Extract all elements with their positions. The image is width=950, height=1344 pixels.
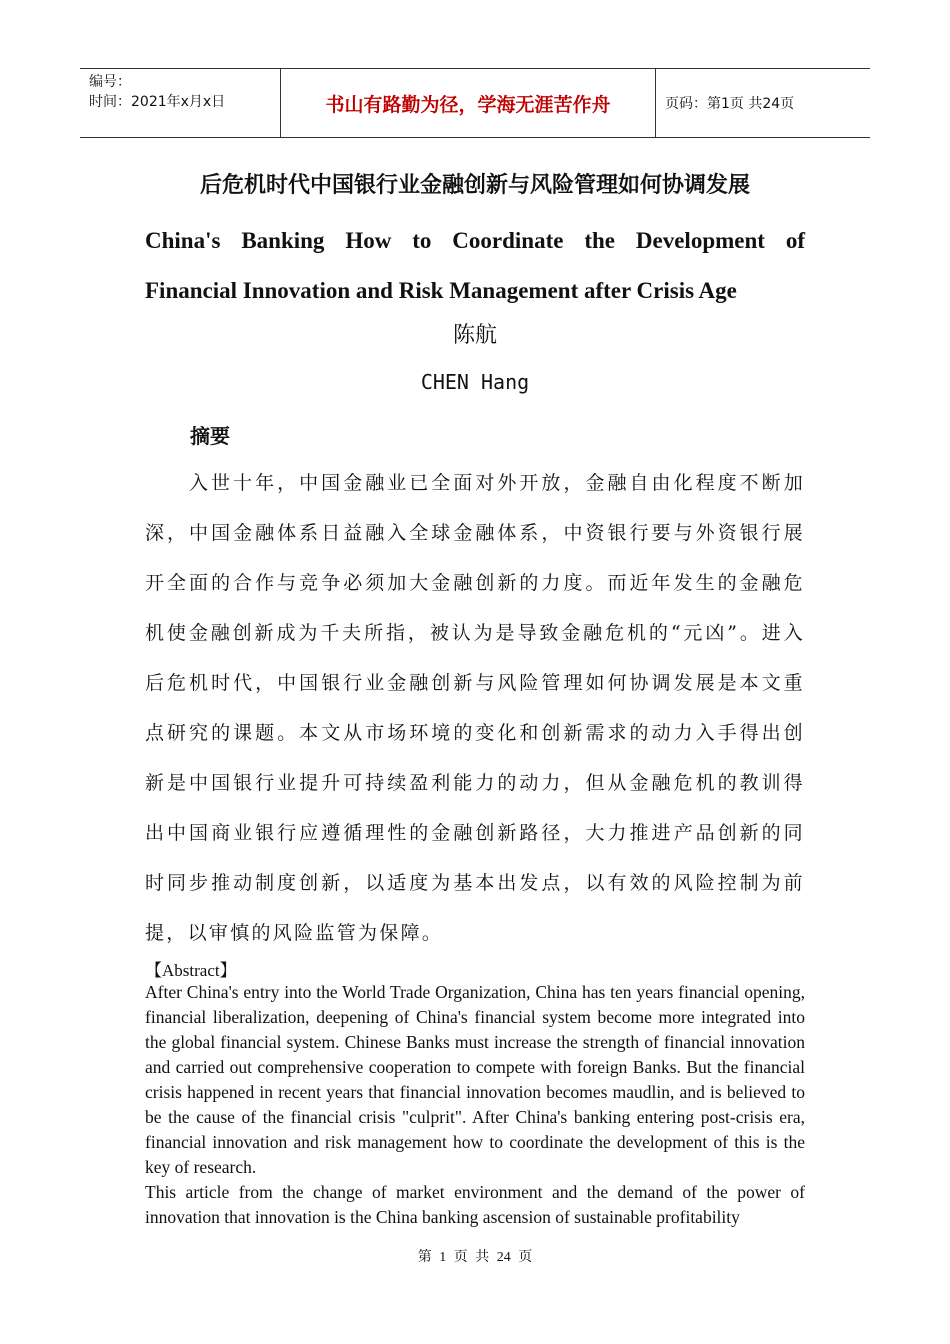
title-chinese: 后危机时代中国银行业金融创新与风险管理如何协调发展: [199, 173, 750, 198]
abstract-cn-body: 入世十年，中国金融业已全面对外开放，金融自由化程度不断加深，中国金融体系日益融入全球金融体系，中资银行要与外资银行展开全面的合作与竞争必须加大金融创新的力度。而近年发生的金融危机使金融创新成为千夫所指，被认为是导致金融危机的“元凶”。进入后危机时代，中国银行业金融创新与风险管理如何协调发展是本文重点研究的课题。本文从市场环境的变化和创新需求的动力入手得出创新是中国银行业提升可持续盈利能力的动力，但从金融危机的教训得出中国商业银行应遵循理性的金融创新路径，大力推进产品创新的同时同步推动制度创新，以适度为基本出发点，以有效的风险控制为前提，以审慎的风险监管为保障。: [145, 472, 805, 944]
header-page-info: 页码：第1页 共24页: [665, 96, 795, 112]
author-chinese: 陈航: [452, 323, 497, 348]
document-header: [80, 68, 870, 138]
header-motto: 书山有路勤为径，学海无涯苦作舟: [280, 69, 656, 137]
title-english: [145, 216, 805, 316]
title-english-line1: China's Banking How to Coordinate the Development of: [145, 228, 805, 253]
header-time-label: 时间：2021年x月x日: [89, 94, 226, 110]
abstract-en-paragraph: After China's entry into the World Trade Organization, China has ten years financial opening, financial liberalization, deepening of China's financial system become more integrated into the global financial system. Chinese Banks must increase the strength of financial innovation and carried out comprehensive cooperation to compete with foreign Banks. But the financial crisis happened in recent years that financial innovation becomes maudlin, and is believed to be the cause of the financial crisis "culprit". After China's banking entering post-crisis era, financial innovation and risk management how to coordinate the development of this is the key of research.: [145, 982, 805, 1177]
abstract-en-heading: 【Abstract】: [145, 961, 237, 980]
abstract-en-body: [145, 980, 805, 1230]
abstract-cn-heading: 摘要: [190, 424, 230, 448]
header-number-label: 编号：: [89, 74, 131, 90]
title-english-line2: Financial Innovation and Risk Management after Crisis Age: [145, 278, 737, 303]
author-english: CHEN Hang: [420, 370, 530, 394]
abstract-en-paragraph: This article from the change of market environment and the demand of the power of innovation that innovation is the China banking ascension of sustainable profitability: [145, 1182, 805, 1227]
page-footer: 第 1 页 共 24 页: [417, 1250, 533, 1265]
header-meta: [80, 69, 280, 137]
